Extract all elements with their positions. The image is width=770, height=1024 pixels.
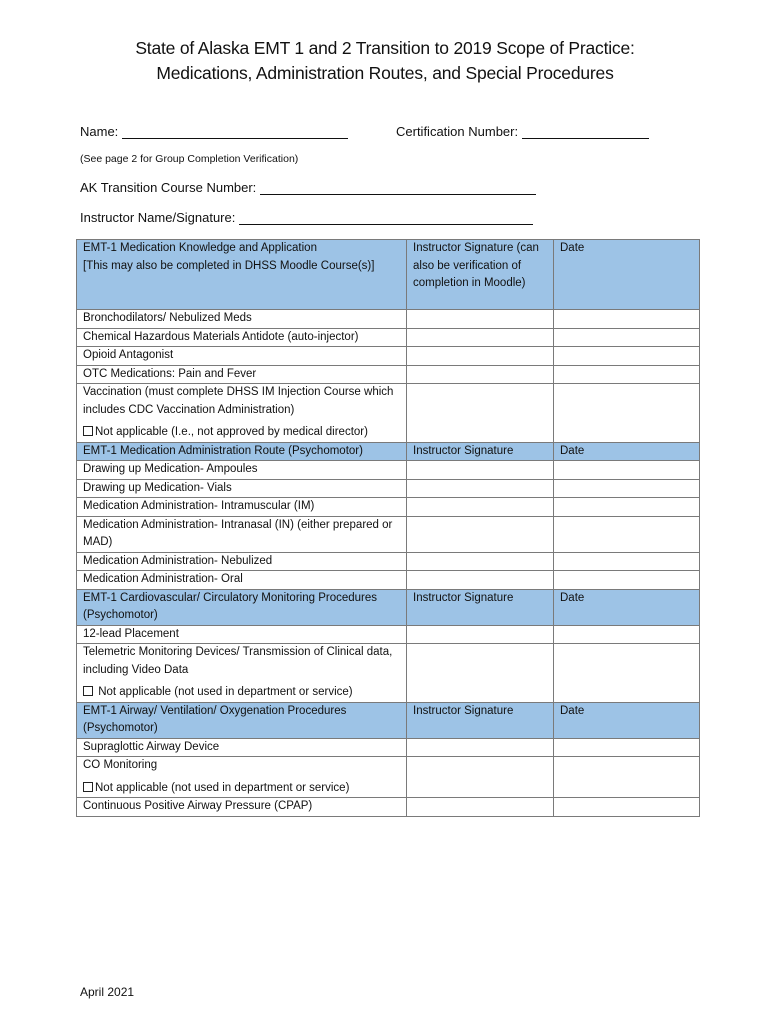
date-cell[interactable] [554, 310, 700, 329]
row-label: Drawing up Medication- Vials [77, 479, 407, 498]
row-label: 12-lead Placement [77, 625, 407, 644]
not-applicable-option[interactable]: Not applicable (not used in department or service) [83, 684, 400, 702]
section-header-medication-knowledge [77, 240, 700, 310]
table-row [77, 625, 700, 644]
document-title [0, 36, 770, 86]
table-row [77, 798, 700, 817]
section-header-cell: EMT-1 Airway/ Ventilation/ Oxygenation Procedures (Psychomotor) [77, 702, 407, 738]
table-row [77, 384, 700, 443]
signature-cell[interactable] [407, 516, 554, 552]
table-row [77, 310, 700, 329]
row-label: Chemical Hazardous Materials Antidote (auto-injector) [77, 328, 407, 347]
certification-field [396, 124, 649, 139]
date-cell[interactable] [554, 552, 700, 571]
date-cell[interactable] [554, 644, 700, 703]
row-label: Medication Administration- Oral [77, 571, 407, 590]
signature-cell[interactable] [407, 347, 554, 366]
row-label: Opioid Antagonist [77, 347, 407, 366]
checkbox-icon[interactable] [83, 426, 93, 436]
date-header: Date [554, 589, 700, 625]
title-line-2: Medications, Administration Routes, and Special Procedures [156, 63, 614, 83]
instructor-field [80, 210, 533, 225]
course-number-input-line[interactable] [260, 180, 536, 195]
signature-cell[interactable] [407, 365, 554, 384]
date-cell[interactable] [554, 571, 700, 590]
table-row [77, 738, 700, 757]
table-row [77, 347, 700, 366]
title-line-1: State of Alaska EMT 1 and 2 Transition to 2019 Scope of Practice: [135, 38, 635, 58]
signature-cell[interactable] [407, 461, 554, 480]
not-applicable-option[interactable]: Not applicable (I.e., not approved by medical director) [83, 424, 400, 442]
signature-cell[interactable] [407, 798, 554, 817]
checkbox-icon[interactable] [83, 686, 93, 696]
table-row [77, 461, 700, 480]
signature-cell[interactable] [407, 625, 554, 644]
course-number-label: AK Transition Course Number: [80, 180, 257, 195]
table-row [77, 552, 700, 571]
date-cell[interactable] [554, 798, 700, 817]
table-row [77, 498, 700, 517]
row-label: Bronchodilators/ Nebulized Meds [77, 310, 407, 329]
signature-cell[interactable] [407, 552, 554, 571]
row-label-with-option: Telemetric Monitoring Devices/ Transmission of Clinical data, including Video Data Not applicable (not used in department or service) [77, 644, 407, 703]
date-header: Date [554, 702, 700, 738]
row-label: Supraglottic Airway Device [77, 738, 407, 757]
signature-cell[interactable] [407, 328, 554, 347]
signature-cell[interactable] [407, 498, 554, 517]
section-header-cell: EMT-1 Cardiovascular/ Circulatory Monitoring Procedures (Psychomotor) [77, 589, 407, 625]
date-cell[interactable] [554, 516, 700, 552]
signature-cell[interactable] [407, 479, 554, 498]
signature-cell[interactable] [407, 310, 554, 329]
signature-cell[interactable] [407, 571, 554, 590]
date-header: Date [554, 240, 700, 310]
table-row [77, 479, 700, 498]
name-input-line[interactable] [122, 124, 348, 139]
date-cell[interactable] [554, 738, 700, 757]
signature-cell[interactable] [407, 384, 554, 443]
row-label: Medication Administration- Nebulized [77, 552, 407, 571]
section-header-airway [77, 702, 700, 738]
certification-label: Certification Number: [396, 124, 519, 139]
instructor-input-line[interactable] [239, 210, 533, 225]
row-label-with-option: CO Monitoring Not applicable (not used in department or service) [77, 757, 407, 798]
row-label: Medication Administration- Intranasal (IN) (either prepared or MAD) [77, 516, 407, 552]
row-label: Medication Administration- Intramuscular (IM) [77, 498, 407, 517]
footer-date: April 2021 [80, 985, 135, 999]
date-cell[interactable] [554, 384, 700, 443]
instructor-label: Instructor Name/Signature: [80, 210, 236, 225]
instructor-signature-header: Instructor Signature [407, 702, 554, 738]
table-row [77, 516, 700, 552]
date-cell[interactable] [554, 347, 700, 366]
row-label-with-option: Vaccination (must complete DHSS IM Injection Course which includes CDC Vaccination Administration) Not applicable (I.e., not approved by medical director) [77, 384, 407, 443]
signature-cell[interactable] [407, 644, 554, 703]
table-row [77, 571, 700, 590]
date-cell[interactable] [554, 498, 700, 517]
date-cell[interactable] [554, 625, 700, 644]
signature-cell[interactable] [407, 757, 554, 798]
group-completion-note: (See page 2 for Group Completion Verification) [80, 153, 299, 165]
instructor-signature-header: Instructor Signature [407, 442, 554, 461]
section-header-cell: EMT-1 Medication Administration Route (Psychomotor) [77, 442, 407, 461]
signature-cell[interactable] [407, 738, 554, 757]
skills-table [76, 239, 700, 817]
course-number-field [80, 180, 536, 195]
date-cell[interactable] [554, 328, 700, 347]
certification-input-line[interactable] [522, 124, 649, 139]
section-header-cardiovascular [77, 589, 700, 625]
date-cell[interactable] [554, 479, 700, 498]
table-row [77, 644, 700, 703]
name-field [80, 124, 348, 139]
row-label: Drawing up Medication- Ampoules [77, 461, 407, 480]
row-label: OTC Medications: Pain and Fever [77, 365, 407, 384]
table-row [77, 328, 700, 347]
instructor-signature-header: Instructor Signature (can also be verification of completion in Moodle) [407, 240, 554, 310]
section-header-administration-route [77, 442, 700, 461]
date-cell[interactable] [554, 461, 700, 480]
row-label: Continuous Positive Airway Pressure (CPAP) [77, 798, 407, 817]
date-cell[interactable] [554, 757, 700, 798]
table-row [77, 757, 700, 798]
section-header-cell: EMT-1 Medication Knowledge and Application [This may also be completed in DHSS Moodle Course(s)] [77, 240, 407, 310]
date-cell[interactable] [554, 365, 700, 384]
table-row [77, 365, 700, 384]
not-applicable-option[interactable]: Not applicable (not used in department or service) [83, 780, 400, 798]
instructor-signature-header: Instructor Signature [407, 589, 554, 625]
checkbox-icon[interactable] [83, 782, 93, 792]
name-label: Name: [80, 124, 119, 139]
date-header: Date [554, 442, 700, 461]
